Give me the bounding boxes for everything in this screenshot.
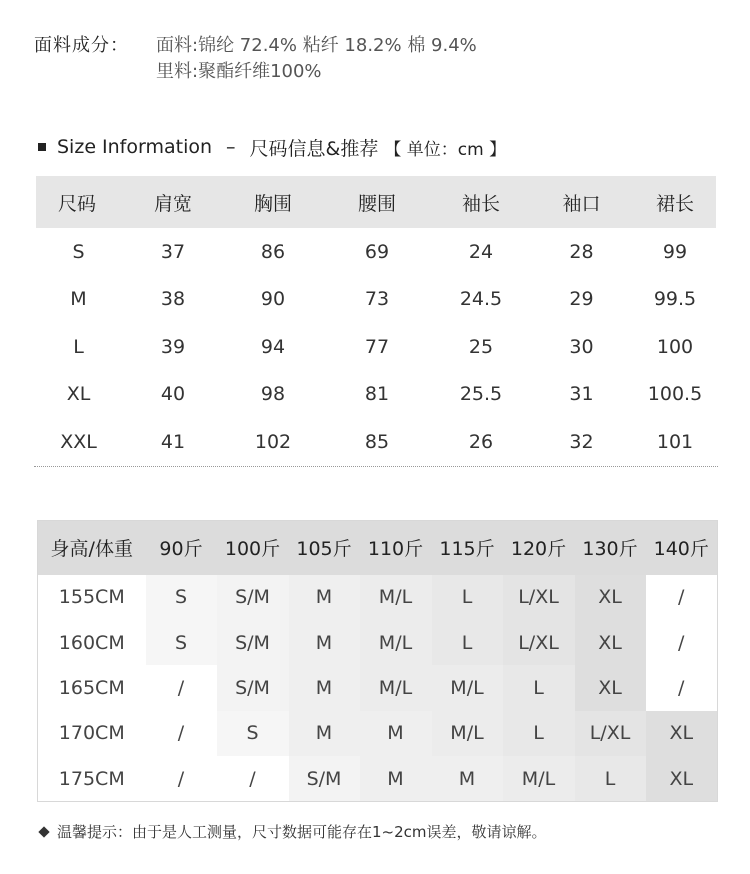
- header-cell: 130斤: [575, 521, 646, 575]
- table-cell: S/M: [217, 575, 289, 620]
- table-cell: 31: [569, 383, 594, 406]
- table-cell: 40: [160, 383, 186, 406]
- header-cell: 肩宽: [121, 176, 225, 228]
- table-cell: M: [289, 711, 360, 756]
- table-cell: M: [289, 620, 360, 665]
- section-title-dash: –: [226, 136, 236, 158]
- section-title: [38, 133, 506, 161]
- table-row: [36, 276, 716, 324]
- row-label-cell: 155CM: [58, 586, 125, 609]
- row-label-cell: M: [70, 288, 87, 311]
- table-cell: 28: [569, 240, 594, 263]
- table-cell: S: [146, 575, 217, 620]
- header-cell: 140斤: [646, 521, 718, 575]
- table-row: [36, 418, 716, 466]
- table-cell: 90: [260, 288, 286, 311]
- footnote: [40, 821, 547, 842]
- table-cell: 25.5: [459, 383, 503, 406]
- table-cell: 30: [569, 335, 594, 358]
- table-cell: 26: [468, 430, 494, 453]
- diamond-bullet-icon: [38, 826, 49, 837]
- table-cell: /: [646, 665, 718, 710]
- table-cell: /: [646, 620, 718, 665]
- table-row: [36, 228, 716, 276]
- table-cell: M/L: [360, 665, 432, 710]
- table-cell: M/L: [360, 620, 432, 665]
- table-cell: M: [360, 711, 432, 756]
- table-cell: L: [432, 575, 503, 620]
- table-cell: M: [360, 756, 432, 801]
- table-cell: 25: [468, 335, 494, 358]
- header-cell: 袖长: [433, 176, 529, 228]
- section-title-en: Size Information: [57, 136, 213, 158]
- table-cell: S/M: [289, 756, 360, 801]
- header-cell: 100斤: [217, 521, 289, 575]
- table-cell: 101: [656, 430, 694, 453]
- table-cell: L/XL: [503, 575, 575, 620]
- table-cell: /: [646, 575, 718, 620]
- table-cell: M: [432, 756, 503, 801]
- table-cell: 81: [364, 383, 390, 406]
- table-cell: L: [575, 756, 646, 801]
- header-cell: 裙长: [634, 176, 716, 228]
- header-cell: 115斤: [432, 521, 503, 575]
- table-cell: XL: [646, 711, 718, 756]
- table-row: [36, 323, 716, 371]
- table-cell: 39: [160, 335, 186, 358]
- table-cell: S/M: [217, 620, 289, 665]
- table-cell: L: [432, 620, 503, 665]
- row-label-cell: 170CM: [58, 722, 125, 745]
- row-label-cell: L: [73, 335, 84, 358]
- rec-table-header: [38, 521, 718, 575]
- fabric-lining: 里料:聚酯纤维100%: [156, 61, 322, 82]
- table-cell: 38: [160, 288, 186, 311]
- table-cell: L: [503, 711, 575, 756]
- table-cell: S/M: [217, 665, 289, 710]
- header-cell: 身高/体重: [38, 521, 146, 575]
- size-table-header: [36, 176, 716, 228]
- fabric-label: 面料成分：: [34, 35, 129, 56]
- table-cell: M: [289, 575, 360, 620]
- table-row: [38, 756, 718, 801]
- table-cell: M: [289, 665, 360, 710]
- table-row: [38, 711, 718, 756]
- table-cell: S: [146, 620, 217, 665]
- table-cell: /: [217, 756, 289, 801]
- table-cell: 69: [364, 240, 390, 263]
- table-cell: 102: [254, 430, 292, 453]
- table-cell: 24.5: [459, 288, 503, 311]
- table-cell: /: [146, 665, 217, 710]
- recommendation-table: [37, 520, 718, 802]
- table-cell: 100.5: [647, 383, 703, 406]
- header-cell: 尺码: [36, 176, 121, 228]
- table-cell: 94: [260, 335, 286, 358]
- table-row: [38, 575, 718, 620]
- table-cell: XL: [575, 665, 646, 710]
- dotted-divider: [34, 466, 718, 467]
- section-unit: 【 单位：cm 】: [384, 139, 507, 160]
- table-cell: 85: [364, 430, 390, 453]
- table-cell: 86: [260, 240, 286, 263]
- table-cell: XL: [575, 620, 646, 665]
- table-cell: 24: [468, 240, 494, 263]
- header-cell: 90斤: [146, 521, 217, 575]
- header-cell: 110斤: [360, 521, 432, 575]
- table-cell: L/XL: [575, 711, 646, 756]
- table-cell: L/XL: [503, 620, 575, 665]
- table-cell: 73: [364, 288, 390, 311]
- table-cell: M/L: [432, 711, 503, 756]
- table-cell: 77: [364, 335, 390, 358]
- table-cell: 99: [662, 240, 688, 263]
- table-cell: 37: [160, 240, 186, 263]
- row-label-cell: S: [72, 240, 85, 263]
- table-cell: M/L: [360, 575, 432, 620]
- table-cell: L: [503, 665, 575, 710]
- table-cell: 98: [260, 383, 286, 406]
- header-cell: 胸围: [225, 176, 321, 228]
- row-label-cell: XL: [66, 383, 91, 406]
- table-cell: 99.5: [653, 288, 697, 311]
- table-cell: XL: [646, 756, 718, 801]
- table-cell: 29: [569, 288, 594, 311]
- table-cell: 100: [656, 335, 694, 358]
- table-cell: 41: [160, 430, 186, 453]
- row-label-cell: XXL: [60, 430, 97, 453]
- size-table: [36, 176, 716, 466]
- table-cell: M/L: [503, 756, 575, 801]
- header-cell: 105斤: [289, 521, 360, 575]
- section-title-cn: 尺码信息&推荐: [249, 137, 379, 160]
- table-cell: S: [217, 711, 289, 756]
- row-label-cell: 160CM: [58, 631, 125, 654]
- table-row: [38, 665, 718, 710]
- fabric-outer: 面料:锦纶 72.4% 粘纤 18.2% 棉 9.4%: [156, 35, 477, 56]
- table-row: [36, 371, 716, 419]
- table-cell: /: [146, 711, 217, 756]
- footnote-text: 温馨提示：由于是人工测量，尺寸数据可能存在1~2cm误差，敬请谅解。: [57, 823, 547, 841]
- header-cell: 腰围: [321, 176, 433, 228]
- header-cell: 120斤: [503, 521, 575, 575]
- table-cell: 32: [569, 430, 594, 453]
- row-label-cell: 175CM: [58, 767, 125, 790]
- row-label-cell: 165CM: [58, 676, 125, 699]
- table-cell: M/L: [432, 665, 503, 710]
- table-cell: XL: [575, 575, 646, 620]
- header-cell: 袖口: [529, 176, 634, 228]
- square-bullet-icon: [38, 143, 46, 151]
- table-cell: /: [146, 756, 217, 801]
- table-row: [38, 620, 718, 665]
